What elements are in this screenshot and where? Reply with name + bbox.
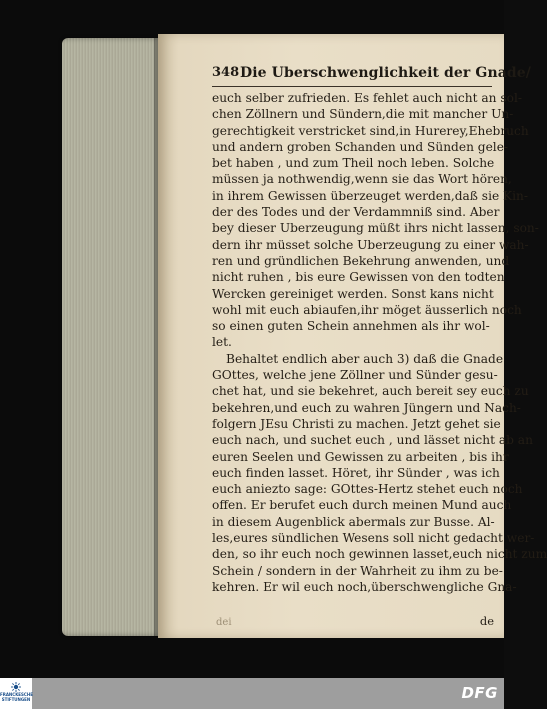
text-line: Schein / sondern in der Wahrheit zu ihm zu be- xyxy=(212,563,503,578)
bleed-through-text: dei xyxy=(216,617,232,628)
text-line: bet haben , und zum Theil noch leben. Solche xyxy=(212,156,495,171)
book xyxy=(62,34,547,638)
text-line: wohl mit euch abiaufen,ihr möget äusserlich noch xyxy=(212,302,522,317)
text-line: so einen guten Schein annehmen als ihr wol- xyxy=(212,319,490,334)
text-line: euch finden lasset. Höret, ihr Sünder , was ich xyxy=(212,465,500,480)
text-line: bey dieser Uberzeugung müßt ihrs nicht lassen, son- xyxy=(212,221,539,236)
body-text xyxy=(212,90,547,595)
text-line: dern ihr müsset solche Uberzeugung zu einer wah- xyxy=(212,237,529,252)
text-line: Wercken gereiniget werden. Sonst kans nicht xyxy=(212,286,494,301)
page-edges xyxy=(62,38,162,636)
footer-bar xyxy=(0,678,504,709)
page-number: 348 xyxy=(212,65,240,80)
text-line: Behaltet endlich aber auch 3) daß die Gnade xyxy=(226,351,504,366)
text-line: ren und gründlichen Bekehrung anwenden, und xyxy=(212,253,510,268)
text-line: gerechtigkeit verstricket sind,in Hurerey,Ehebruch xyxy=(212,123,529,138)
text-line: chen Zöllnern und Sündern,die mit mancher Un- xyxy=(212,107,514,122)
catchword: de xyxy=(479,614,494,628)
text-line: nicht ruhen , bis eure Gewissen von den todten xyxy=(212,270,505,285)
library-logo[interactable] xyxy=(0,678,32,709)
header-rule xyxy=(212,86,492,87)
text-line: müssen ja nothwendig,wenn sie das Wort hören, xyxy=(212,172,512,187)
text-line: kehren. Er wil euch noch,überschwengliche Gna- xyxy=(212,579,517,594)
text-line: folgern JEsu Christi zu machen. Jetzt gehet sie xyxy=(212,416,501,431)
text-line: chet hat, und sie bekehret, auch bereit sey euch zu xyxy=(212,384,529,399)
text-line: und andern groben Schanden und Sünden gele- xyxy=(212,139,509,154)
text-line: in ihrem Gewissen überzeuget werden,daß sie Kin- xyxy=(212,188,529,203)
text-line: den, so ihr euch noch gewinnen lasset,euch nicht zum xyxy=(212,547,547,562)
text-line: bekehren,und euch zu wahren Jüngern und Nach- xyxy=(212,400,521,415)
text-line: euch selber zufrieden. Es fehlet auch nicht an sol- xyxy=(212,91,522,105)
text-line: let. xyxy=(212,335,232,350)
text-line: der des Todes und der Verdammniß sind. Aber xyxy=(212,205,500,220)
text-line: les,eures sündlichen Wesens soll nicht gedacht wer- xyxy=(212,531,535,546)
library-name-line2: STIFTUNGEN xyxy=(1,696,31,702)
sun-icon xyxy=(11,682,21,692)
text-line: euren Seelen und Gewissen zu arbeiten , bis ihr xyxy=(212,449,509,464)
text-line: offen. Er berufet euch durch meinen Mund auch xyxy=(212,498,512,513)
text-line: euch aniezto sage: GOttes-Hertz stehet euch noch xyxy=(212,482,523,497)
text-line: euch nach, und suchet euch , und lässet nicht ab an xyxy=(212,433,533,448)
page-header xyxy=(212,65,532,85)
text-line: GOttes, welche jene Zöllner und Sünder gesu- xyxy=(212,368,498,383)
text-line: in diesem Augenblick abermals zur Busse. Al- xyxy=(212,514,495,529)
running-head: Die Uberschwenglichkeit der Gnade/ xyxy=(240,65,532,81)
dfg-logo[interactable]: DFG xyxy=(461,684,498,702)
book-page xyxy=(158,34,547,638)
library-name-line1: FRANCKESCHE xyxy=(0,692,33,697)
library-name xyxy=(0,693,32,702)
